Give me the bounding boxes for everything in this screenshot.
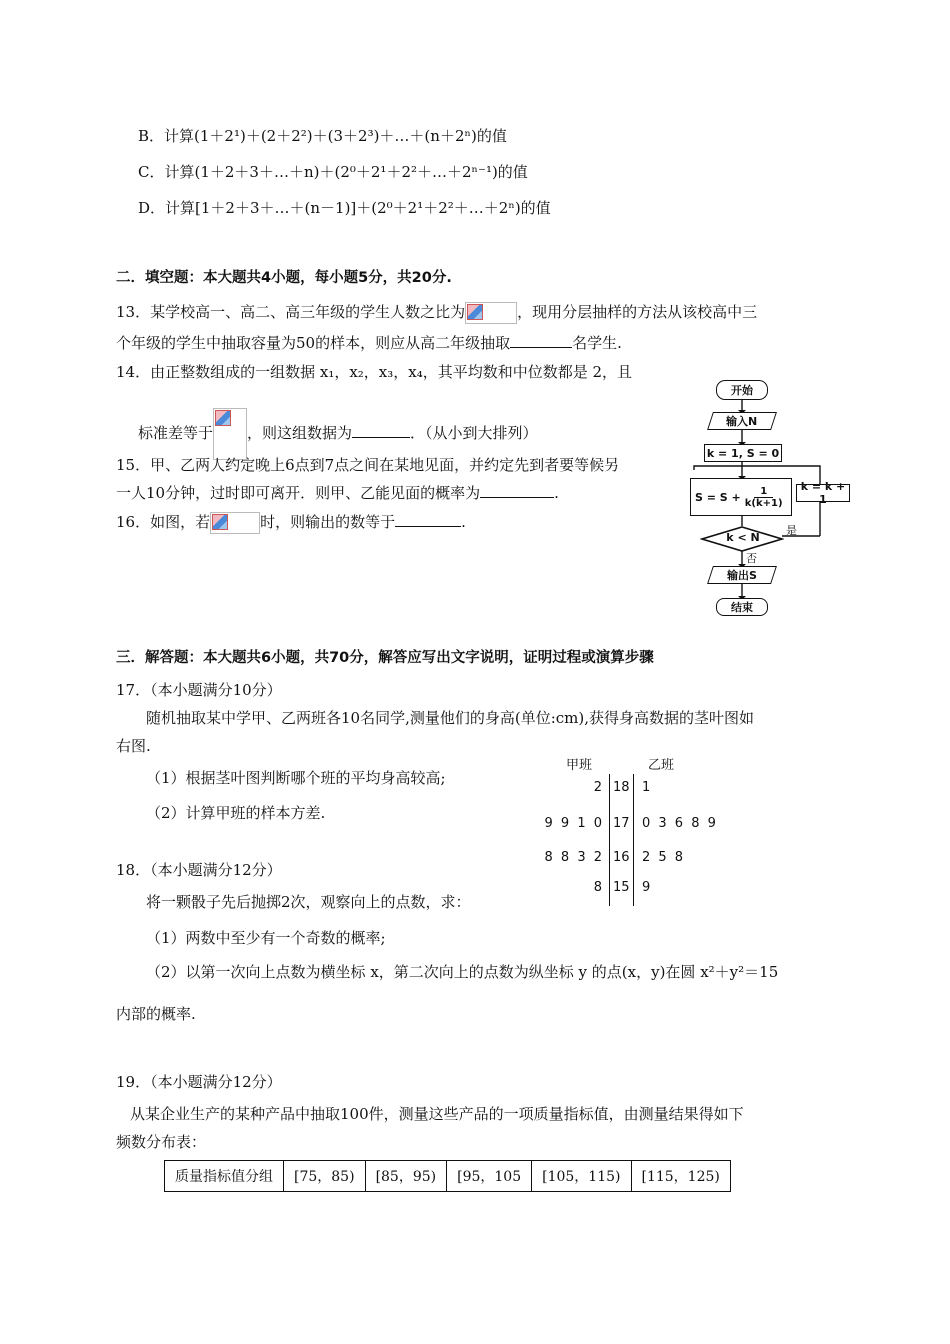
- stem-left-header: 甲班: [566, 758, 593, 773]
- stem-divider-left: [609, 774, 610, 906]
- q19-text1: 从某企业生产的某种产品中抽取100件，测量这些产品的一项质量指标值，由测量结果得如下: [130, 1105, 744, 1123]
- flow-update-k: [796, 480, 850, 506]
- table-cell: [85，95): [365, 1161, 447, 1192]
- stem-left-leaves: 9 9 1 0: [544, 816, 604, 831]
- q16-text-a: 16．如图，若: [116, 513, 211, 531]
- q17-text1: 随机抽取某中学甲、乙两班各10名同学,测量他们的身高(单位:cm),获得身高数据的茎叶图如: [146, 709, 755, 727]
- flow-init: [704, 444, 782, 462]
- flow-start-label: 开始: [731, 384, 753, 397]
- frequency-table: [164, 1160, 731, 1192]
- table-cell: [95，105: [447, 1161, 532, 1192]
- table-row: [165, 1161, 731, 1192]
- q18-title: 18．（本小题满分12分）: [116, 861, 282, 879]
- q13-text-b: ，现用分层抽样的方法从该校高中三: [517, 303, 758, 321]
- q13-answer-blank[interactable]: [510, 333, 572, 348]
- std-dev-image-icon: [213, 408, 247, 460]
- stem-right-leaves: 0 3 6 8 9: [642, 816, 718, 831]
- q19-text2: 频数分布表：: [116, 1133, 207, 1151]
- option-c: C．计算(1＋2＋3＋…＋n)＋(2⁰＋2¹＋2²＋…＋2ⁿ⁻¹)的值: [138, 163, 528, 181]
- q16-answer-blank[interactable]: [395, 512, 461, 527]
- q15-answer-blank[interactable]: [480, 483, 554, 498]
- stem-left-leaves: 8 8 3 2: [544, 850, 604, 865]
- q19-title: 19．（本小题满分12分）: [116, 1073, 282, 1091]
- q14-answer-blank[interactable]: [352, 423, 410, 438]
- option-d: D．计算[1＋2＋3＋…＋(n－1)]＋(2⁰＋2¹＋2²＋…＋2ⁿ)的值: [138, 199, 551, 217]
- stem-divider-right: [633, 774, 634, 906]
- q17-text2: 右图.: [116, 737, 151, 755]
- stem-right-leaves: 2 5 8: [642, 850, 686, 865]
- ratio-image-icon: [465, 302, 517, 324]
- flow-yes-label: 是: [786, 524, 797, 537]
- q13-text-d: 名学生.: [572, 334, 622, 352]
- flow-cond-label: k < N: [726, 531, 760, 544]
- question-14-line2: [138, 408, 538, 460]
- stem-value: 18: [613, 780, 630, 795]
- table-cell: [115，125): [631, 1161, 730, 1192]
- stem-value: 15: [613, 880, 630, 895]
- flowchart: [686, 378, 856, 618]
- q14-text-c: ，则这组数据为: [247, 424, 353, 442]
- question-16-line: [116, 512, 466, 534]
- q15-text-b: 一人10分钟，过时即可离开．则甲、乙能见面的概率为: [116, 484, 481, 502]
- q18-part2b: 内部的概率.: [116, 1005, 196, 1023]
- table-cell: [75，85): [284, 1161, 366, 1192]
- table-header-cell: 质量指标值分组: [165, 1161, 284, 1192]
- q14-text-d: ．（从小到大排列）: [410, 424, 538, 442]
- q18-part1: （1）两数中至少有一个奇数的概率;: [146, 929, 386, 947]
- stem-left-leaves: 2: [593, 780, 604, 795]
- stem-right-leaves: 1: [642, 780, 653, 795]
- flow-output-label: 输出S: [727, 569, 757, 582]
- question-15-line1: 15．甲、乙两人约定晚上6点到7点之间在某地见面，并约定先到者要等候另: [116, 456, 620, 474]
- q14-text-b: 标准差等于: [138, 424, 214, 442]
- flow-init-label: k = 1, S = 0: [706, 446, 780, 460]
- q16-text-b: 时，则输出的数等于: [260, 513, 396, 531]
- flow-update-k-label: k = k + 1: [800, 480, 846, 506]
- question-15-line2: [116, 483, 559, 503]
- flow-update-s: [690, 478, 792, 516]
- flow-fraction-num: 1: [754, 486, 773, 498]
- option-b: B．计算(1＋2¹)＋(2＋2²)＋(3＋2³)＋…＋(n＋2ⁿ)的值: [138, 127, 507, 145]
- q17-part2: （2）计算甲班的样本方差.: [146, 804, 326, 822]
- q15-text-c: .: [554, 484, 559, 502]
- stem-right-header: 乙班: [648, 758, 675, 773]
- stem-value: 17: [613, 816, 630, 831]
- flow-input: [707, 412, 777, 430]
- flow-update-s-label: S = S +: [695, 490, 741, 504]
- stem-left-leaves: 8: [593, 880, 604, 895]
- q18-part2: （2）以第一次向上点数为横坐标 x，第二次向上的点数为纵坐标 y 的点(x，y)在圆 x²＋y²＝15: [146, 963, 779, 981]
- stem-right-leaves: 9: [642, 880, 653, 895]
- q18-text: 将一颗骰子先后抛掷2次，观察向上的点数，求：: [146, 893, 471, 911]
- flow-no-label: 否: [746, 552, 757, 565]
- question-14-line1: 14．由正整数组成的一组数据 x₁，x₂，x₃，x₄，其平均数和中位数都是 2，且: [116, 363, 633, 381]
- flow-start: [716, 380, 768, 400]
- flow-end-label: 结束: [731, 601, 753, 614]
- q17-part1: （1）根据茎叶图判断哪个班的平均身高较高;: [146, 769, 446, 787]
- flow-end: [716, 598, 768, 616]
- section-2-heading: 二．填空题：本大题共4小题，每小题5分，共20分.: [116, 270, 452, 286]
- q13-text-a: 13．某学校高一、高二、高三年级的学生人数之比为: [116, 303, 466, 321]
- flow-fraction: [745, 486, 783, 509]
- question-13-line1: [116, 302, 757, 324]
- q17-title: 17．（本小题满分10分）: [116, 681, 282, 699]
- flow-fraction-den: k(k+1): [744, 497, 783, 509]
- section-3-heading: 三．解答题：本大题共6小题，共70分，解答应写出文字说明，证明过程或演算步骤: [116, 650, 654, 666]
- stem-value: 16: [613, 850, 630, 865]
- question-13-line2: [116, 333, 622, 353]
- stem-leaf-plot: [530, 750, 760, 910]
- flow-input-label: 输入N: [726, 415, 758, 428]
- q13-text-c: 个年级的学生中抽取容量为50的样本，则应从高二年级抽取: [116, 334, 511, 352]
- q16-text-c: .: [461, 513, 466, 531]
- n-value-image-icon: [210, 512, 260, 534]
- table-cell: [105，115): [532, 1161, 631, 1192]
- flow-output: [707, 566, 777, 584]
